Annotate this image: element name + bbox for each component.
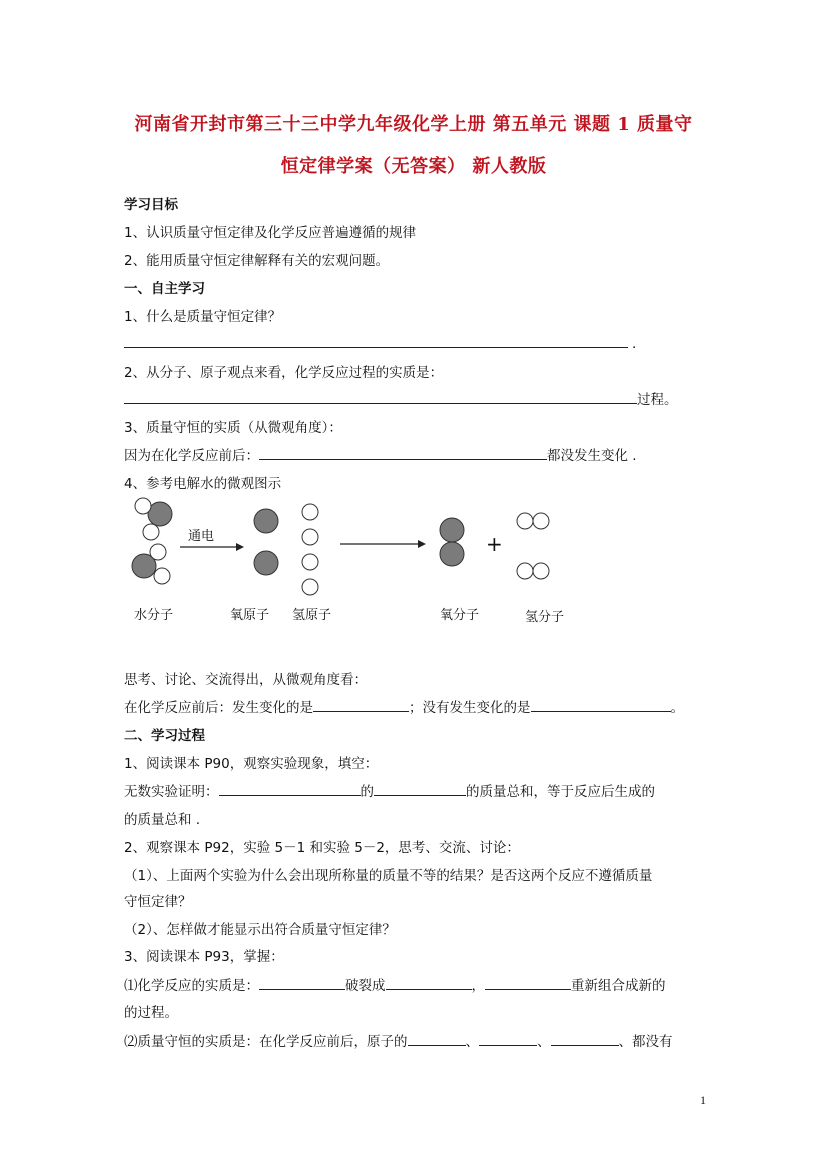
hydrogen-atom-icon	[135, 498, 151, 514]
answer-blank[interactable]	[124, 333, 628, 348]
question-4: 4、参考电解水的微观图示	[124, 476, 282, 492]
page-number: 1	[700, 1093, 706, 1107]
hydrogen-atom-icon	[302, 579, 318, 595]
objectives-heading: 学习目标	[124, 197, 178, 213]
discussion-line	[124, 696, 684, 716]
discussion-mid: ；没有发生变化的是	[409, 700, 531, 716]
answer-blank[interactable]	[219, 781, 361, 796]
answer-blank[interactable]	[313, 697, 409, 712]
answer-line-3	[124, 444, 637, 464]
period: .	[632, 336, 637, 352]
hydrogen-atom-icon	[154, 568, 170, 584]
title-line-1: 河南省开封市第三十三中学九年级化学上册 第五单元 课题 1 质量守	[134, 114, 693, 135]
s2-answer-3-2	[124, 1030, 673, 1050]
answer-blank[interactable]	[551, 1031, 619, 1046]
oxygen-atom-icon	[440, 542, 464, 566]
water-electrolysis-diagram	[122, 492, 602, 632]
title-line-2: 恒定律学案（无答案） 新人教版	[280, 156, 547, 177]
hydrogen-atom-icon	[517, 563, 533, 579]
label-hydrogen-molecule: 氢分子	[525, 610, 565, 625]
section1-heading: 一、自主学习	[124, 281, 205, 297]
answer-suffix: 都没发生变化 .	[547, 448, 637, 464]
discussion-end: 。	[670, 700, 684, 716]
discussion-intro: 思考、讨论、交流得出，从微观角度看：	[124, 672, 367, 688]
hydrogen-atom-icon	[533, 513, 549, 529]
s2-question-1: 1、阅读课本 P90，观察实验现象，填空：	[124, 756, 379, 772]
s2-answer-1-cont: 的质量总和 .	[124, 812, 201, 828]
separator: 、	[537, 1034, 551, 1050]
answer-prefix: ⑵质量守恒的实质是：在化学反应前后，原子的	[124, 1034, 408, 1050]
section2-heading: 二、学习过程	[124, 728, 205, 744]
oxygen-atom-icon	[440, 518, 464, 542]
label-water-molecule: 水分子	[134, 608, 174, 623]
oxygen-atom-icon	[254, 509, 278, 533]
plus-sign: +	[486, 532, 503, 556]
answer-suffix: 重新组合成新的	[571, 978, 666, 994]
s2-question-2-1b: 守恒定律？	[124, 894, 192, 910]
label-oxygen-atom: 氧原子	[230, 608, 270, 623]
oxygen-atom-icon	[254, 551, 278, 575]
label-oxygen-molecule: 氧分子	[440, 608, 480, 623]
answer-suffix: 、都没有	[618, 1034, 673, 1050]
answer-blank[interactable]	[408, 1031, 466, 1046]
hydrogen-atom-icon	[302, 504, 318, 520]
comma: ，	[471, 978, 485, 994]
hydrogen-atom-icon	[150, 544, 166, 560]
answer-blank[interactable]	[259, 445, 547, 460]
arrow-label: 通电	[188, 529, 215, 544]
s2-answer-1	[124, 780, 655, 800]
answer-suffix: 的质量总和，等于反应后生成的	[466, 784, 655, 800]
answer-prefix: 无数实验证明：	[124, 784, 219, 800]
s2-answer-3-1	[124, 974, 666, 994]
answer-blank[interactable]	[479, 1031, 537, 1046]
question-2: 2、从分子、原子观点来看，化学反应过程的实质是：	[124, 365, 444, 381]
answer-prefix: 因为在化学反应前后：	[124, 448, 259, 464]
answer-line-1	[124, 333, 636, 352]
answer-line-2	[124, 388, 678, 408]
answer-blank[interactable]	[531, 697, 671, 712]
s2-question-2-2: （2）、怎样做才能显示出符合质量守恒定律？	[124, 922, 396, 938]
s2-question-3: 3、阅读课本 P93，掌握：	[124, 949, 284, 965]
oxygen-atom-icon	[148, 502, 172, 526]
hydrogen-atom-icon	[302, 529, 318, 545]
question-3: 3、质量守恒的实质（从微观角度）：	[124, 420, 342, 436]
arrowhead-icon	[236, 543, 244, 551]
answer-blank[interactable]	[124, 389, 637, 404]
separator: 、	[465, 1034, 479, 1050]
s2-question-2: 2、观察课本 P92，实验 5－1 和实验 5－2，思考、交流、讨论：	[124, 840, 520, 856]
hydrogen-atom-icon	[302, 554, 318, 570]
answer-blank[interactable]	[259, 975, 345, 990]
answer-blank[interactable]	[386, 975, 472, 990]
label-hydrogen-atom: 氢原子	[292, 608, 332, 623]
s2-answer-3-1-cont: 的过程。	[124, 1005, 178, 1021]
answer-blank[interactable]	[485, 975, 571, 990]
s2-question-2-1a: （1）、上面两个实验为什么会出现所称量的质量不等的结果？是否这两个反应不遵循质量	[124, 868, 653, 884]
arrowhead-icon	[418, 540, 426, 548]
objective-2: 2、能用质量守恒定律解释有关的宏观问题。	[124, 253, 390, 269]
answer-suffix: 过程。	[637, 392, 678, 408]
question-1: 1、什么是质量守恒定律？	[124, 309, 282, 325]
hydrogen-atom-icon	[533, 563, 549, 579]
answer-prefix: ⑴化学反应的实质是：	[124, 978, 259, 994]
answer-mid: 的	[360, 784, 374, 800]
objective-1: 1、认识质量守恒定律及化学反应普遍遵循的规律	[124, 225, 417, 241]
discussion-prefix: 在化学反应前后：发生变化的是	[124, 700, 313, 716]
answer-blank[interactable]	[374, 781, 466, 796]
answer-mid: 破裂成	[345, 978, 386, 994]
hydrogen-atom-icon	[143, 524, 159, 540]
hydrogen-atom-icon	[517, 513, 533, 529]
